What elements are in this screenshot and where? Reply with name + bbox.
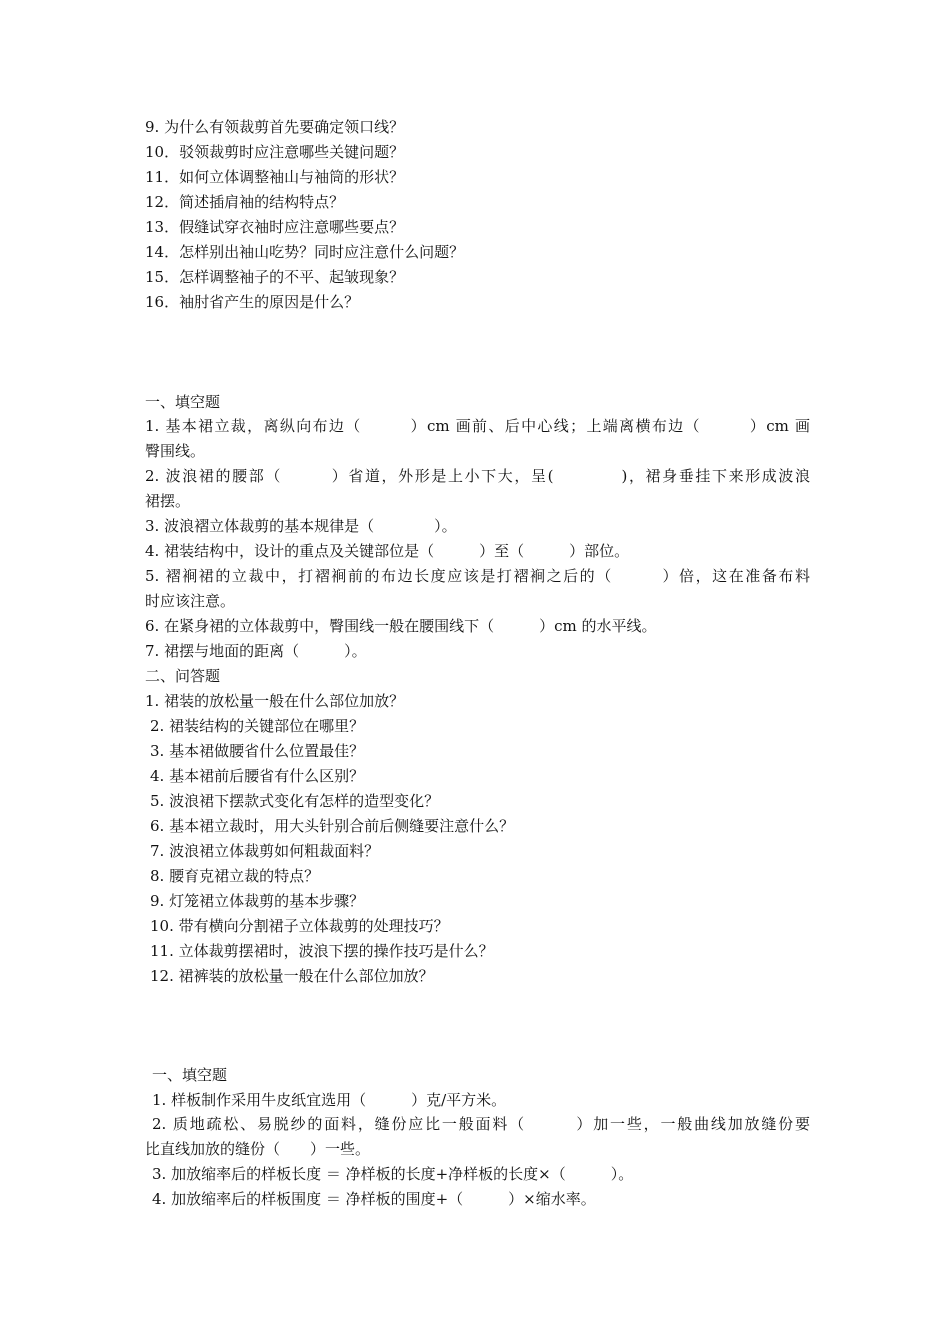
qa-item: 10. 带有横向分割裙子立体裁剪的处理技巧？ [150, 917, 449, 935]
qa-item: 11. 立体裁剪摆裙时，波浪下摆的操作技巧是什么？ [150, 942, 494, 960]
fill-item-line: 3. 加放缩率后的样板长度 ＝ 净样板的长度+净样板的长度×（ ）。 [152, 1165, 634, 1183]
fill-item-line: 2. 质地疏松、易脱纱的面料，缝份应比一般面料（ ）加一些，一般曲线加放缝份要 [152, 1115, 810, 1133]
fill-item-line: 裙摆。 [145, 492, 191, 510]
qa-item: 5. 波浪裙下摆款式变化有怎样的造型变化？ [150, 792, 440, 810]
fill-item-line: 比直线加放的缝份（ ）一些。 [145, 1140, 371, 1158]
fill-item-line: 1. 基本裙立裁，离纵向布边（ ）cm 画前、后中心线；上端离横布边（ ）cm 画 [145, 417, 810, 435]
qa-item: 12. 裙裤装的放松量一般在什么部位加放？ [150, 967, 434, 985]
question-line: 12．简述插肩袖的结构特点？ [145, 193, 345, 211]
qa-item: 4. 基本裙前后腰省有什么区别？ [150, 767, 365, 785]
question-line: 15．怎样调整袖子的不平、起皱现象？ [145, 268, 405, 286]
fill-item-line: 5. 褶裥裙的立裁中，打褶裥前的布边长度应该是打褶裥之后的（ ）倍，这在准备布料 [145, 567, 810, 585]
question-line: 10．驳领裁剪时应注意哪些关键问题？ [145, 143, 405, 161]
section-heading: 二、问答题 [145, 667, 221, 685]
qa-item: 8. 腰育克裙立裁的特点？ [150, 867, 320, 885]
section-heading: 一、填空题 [152, 1066, 228, 1084]
fill-item-line: 1. 样板制作采用牛皮纸宜选用（ ）克/平方米。 [152, 1091, 507, 1109]
question-line: 16．袖肘省产生的原因是什么？ [145, 293, 360, 311]
qa-item: 9. 灯笼裙立体裁剪的基本步骤？ [150, 892, 365, 910]
question-line: 13．假缝试穿衣袖时应注意哪些要点？ [145, 218, 405, 236]
qa-item: 7. 波浪裙立体裁剪如何粗裁面料？ [150, 842, 380, 860]
qa-item: 1. 裙装的放松量一般在什么部位加放？ [145, 692, 405, 710]
question-line: 14．怎样别出袖山吃势？同时应注意什么问题？ [145, 243, 465, 261]
fill-item-line: 臀围线。 [145, 442, 206, 460]
fill-item-line: 3. 波浪褶立体裁剪的基本规律是（ ）。 [145, 517, 457, 535]
qa-item: 3. 基本裙做腰省什么位置最佳？ [150, 742, 365, 760]
qa-item: 6. 基本裙立裁时，用大头针别合前后侧缝要注意什么？ [150, 817, 515, 835]
fill-item-line: 7. 裙摆与地面的距离（ ）。 [145, 642, 367, 660]
qa-item: 2. 裙装结构的关键部位在哪里？ [150, 717, 365, 735]
fill-item-line: 4. 加放缩率后的样板围度 ＝ 净样板的围度+（ ）×缩水率。 [152, 1190, 596, 1208]
fill-item-line: 2. 波浪裙的腰部（ ）省道，外形是上小下大，呈( )，裙身垂挂下来形成波浪 [145, 467, 810, 485]
question-line: 11．如何立体调整袖山与袖筒的形状？ [145, 168, 405, 186]
fill-item-line: 6. 在紧身裙的立体裁剪中，臀围线一般在腰围线下（ ）cm 的水平线。 [145, 617, 657, 635]
question-line: 9. 为什么有领裁剪首先要确定领口线？ [145, 118, 405, 136]
section-heading: 一、填空题 [145, 393, 221, 411]
fill-item-line: 4. 裙装结构中，设计的重点及关键部位是（ ）至（ ）部位。 [145, 542, 630, 560]
fill-item-line: 时应该注意。 [145, 592, 236, 610]
